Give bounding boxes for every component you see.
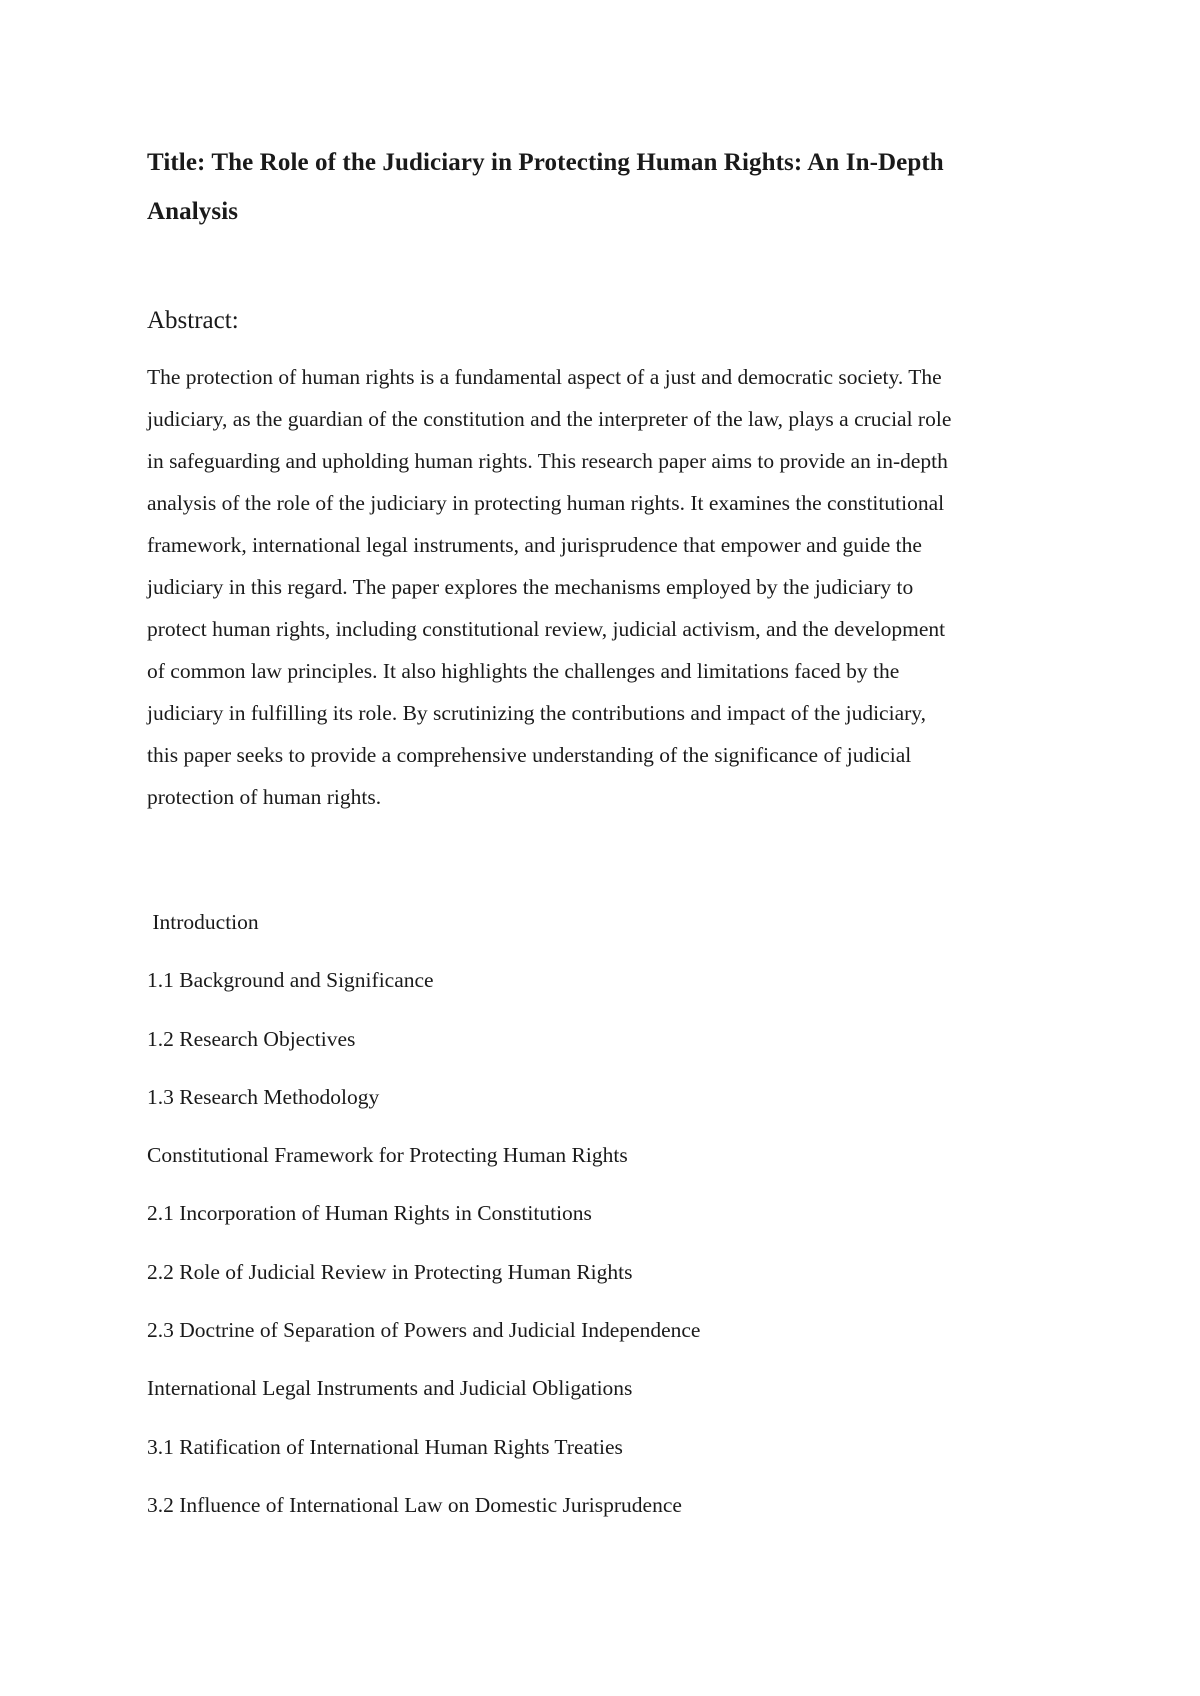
title-line-1: Title: The Role of the Judiciary in Protecting Human Rights: An In-Depth — [147, 149, 944, 176]
abstract-paragraph — [147, 356, 1077, 818]
abstract-line: judiciary, as the guardian of the constitution and the interpreter of the law, plays a crucial role — [147, 407, 952, 431]
title-line-2: Analysis — [147, 198, 239, 225]
toc-item-2-1: 2.1 Incorporation of Human Rights in Constitutions — [147, 1201, 592, 1226]
abstract-line: protect human rights, including constitutional review, judicial activism, and the development — [147, 617, 946, 641]
abstract-heading: Abstract: — [147, 307, 239, 334]
toc-item-3-1: 3.1 Ratification of International Human Rights Treaties — [147, 1434, 623, 1459]
table-of-contents — [147, 893, 1077, 1534]
toc-item-introduction: Introduction — [147, 910, 259, 934]
toc-item-international-instruments: International Legal Instruments and Judicial Obligations — [147, 1376, 633, 1401]
toc-item-2-2: 2.2 Role of Judicial Review in Protecting Human Rights — [147, 1259, 633, 1284]
abstract-line: The protection of human rights is a fundamental aspect of a just and democratic society. The — [147, 365, 942, 389]
toc-item-constitutional-framework: Constitutional Framework for Protecting Human Rights — [147, 1143, 628, 1168]
toc-item-1-2: 1.2 Research Objectives — [147, 1026, 356, 1051]
abstract-line: judiciary in fulfilling its role. By scrutinizing the contributions and impact of the judiciary, — [147, 701, 927, 725]
toc-item-1-1: 1.1 Background and Significance — [147, 968, 434, 993]
toc-item-1-3: 1.3 Research Methodology — [147, 1084, 380, 1109]
document-page — [147, 138, 1077, 1534]
abstract-line: framework, international legal instruments, and jurisprudence that empower and guide the — [147, 533, 922, 557]
abstract-line: judiciary in this regard. The paper explores the mechanisms employed by the judiciary to — [147, 575, 914, 599]
abstract-line: this paper seeks to provide a comprehensive understanding of the significance of judicial — [147, 743, 912, 767]
abstract-line: in safeguarding and upholding human rights. This research paper aims to provide an in-depth — [147, 449, 948, 473]
toc-item-3-2: 3.2 Influence of International Law on Domestic Jurisprudence — [147, 1492, 682, 1517]
abstract-line: protection of human rights. — [147, 785, 382, 809]
abstract-line: analysis of the role of the judiciary in protecting human rights. It examines the constitutional — [147, 491, 945, 515]
abstract-line: of common law principles. It also highlights the challenges and limitations faced by the — [147, 659, 900, 683]
document-title — [147, 138, 1077, 236]
toc-item-2-3: 2.3 Doctrine of Separation of Powers and Judicial Independence — [147, 1318, 701, 1343]
